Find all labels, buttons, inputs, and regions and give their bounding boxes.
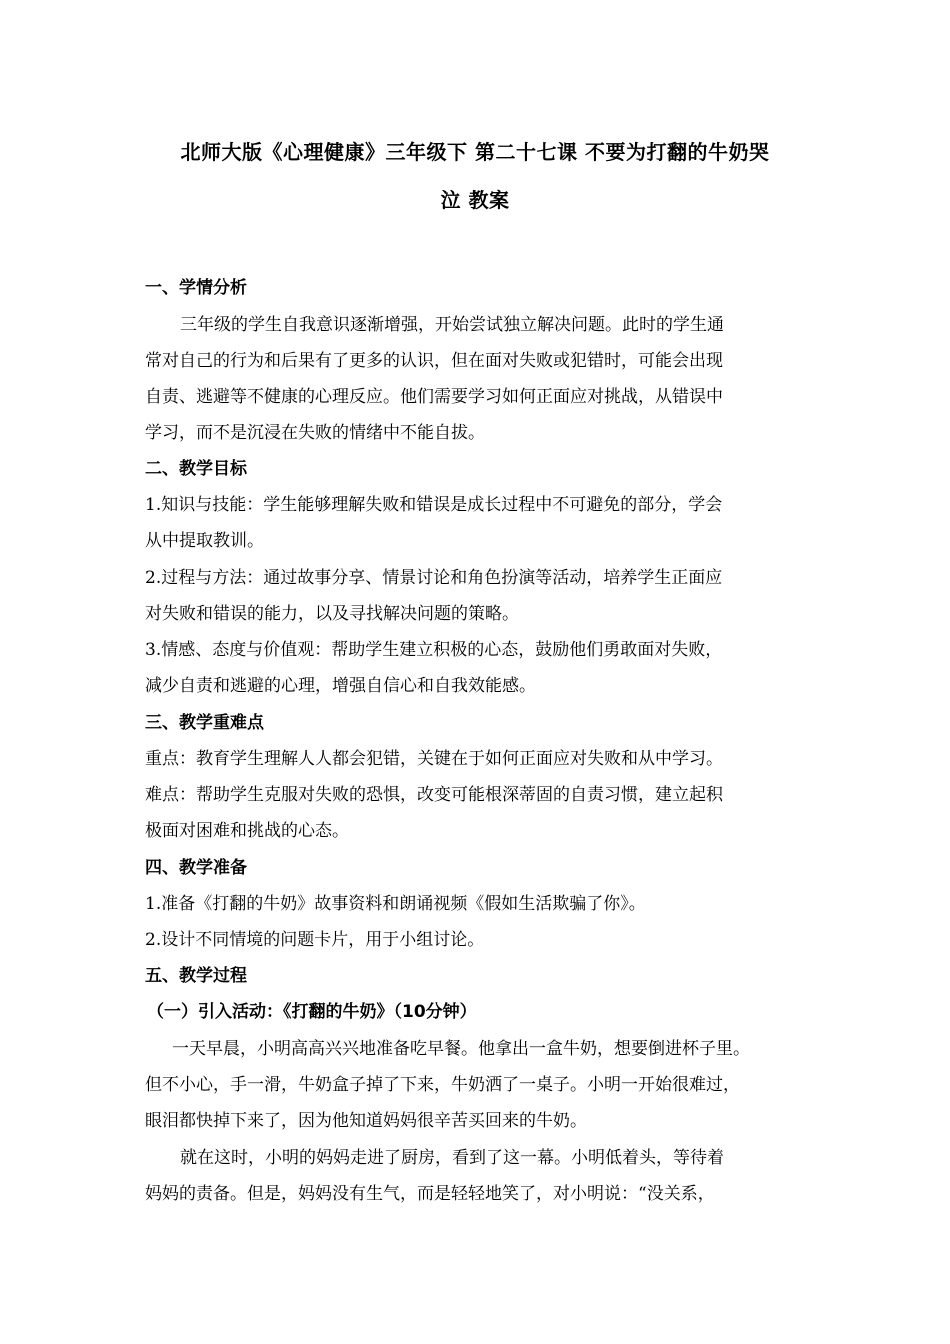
paragraph-line: 2.设计不同情境的问题卡片，用于小组讨论。 bbox=[145, 930, 485, 950]
paragraph-line: 重点：教育学生理解人人都会犯错，关键在于如何正面应对失败和从中学习。 bbox=[145, 749, 723, 769]
paragraph-line: 极面对困难和挑战的心态。 bbox=[145, 821, 349, 841]
section-heading-preparation: 四、教学准备 bbox=[145, 858, 247, 878]
paragraph-line: 一天早晨，小明高高兴兴地准备吃早餐。他拿出一盒牛奶，想要倒进杯子里。 bbox=[172, 1039, 750, 1059]
paragraph-line: 三年级的学生自我意识逐渐增强，开始尝试独立解决问题。此时的学生通 bbox=[180, 315, 724, 335]
paragraph-line: 常对自己的行为和后果有了更多的认识，但在面对失败或犯错时，可能会出现 bbox=[145, 351, 723, 371]
section-heading-key-points: 三、教学重难点 bbox=[145, 713, 264, 733]
section-heading-process: 五、教学过程 bbox=[145, 966, 247, 986]
paragraph-line: 自责、逃避等不健康的心理反应。他们需要学习如何正面应对挑战，从错误中 bbox=[145, 387, 723, 407]
paragraph-line: 1.准备《打翻的牛奶》故事资料和朗诵视频《假如生活欺骗了你》。 bbox=[145, 894, 646, 914]
paragraph-line: 就在这时，小明的妈妈走进了厨房，看到了这一幕。小明低着头，等待着 bbox=[180, 1148, 724, 1168]
paragraph-line: 从中提取教训。 bbox=[145, 531, 264, 551]
document-title-line-2: 泣 教案 bbox=[440, 188, 510, 212]
paragraph-line: 但不小心，手一滑，牛奶盒子掉了下来，牛奶洒了一桌子。小明一开始很难过， bbox=[145, 1075, 740, 1095]
paragraph-line: 1.知识与技能：学生能够理解失败和错误是成长过程中不可避免的部分，学会 bbox=[145, 495, 723, 515]
paragraph-line: 减少自责和逃避的心理，增强自信心和自我效能感。 bbox=[145, 676, 536, 696]
paragraph-line: 3.情感、态度与价值观：帮助学生建立积极的心态，鼓励他们勇敢面对失败， bbox=[145, 640, 723, 660]
paragraph-line: 难点：帮助学生克服对失败的恐惧，改变可能根深蒂固的自责习惯，建立起积 bbox=[145, 785, 723, 805]
section-heading-analysis: 一、学情分析 bbox=[145, 278, 247, 298]
paragraph-line: 2.过程与方法：通过故事分享、情景讨论和角色扮演等活动，培养学生正面应 bbox=[145, 568, 723, 588]
section-heading-objectives: 二、教学目标 bbox=[145, 459, 247, 479]
paragraph-line: 眼泪都快掉下来了，因为他知道妈妈很辛苦买回来的牛奶。 bbox=[145, 1111, 587, 1131]
document-title-line-1: 北师大版《心理健康》三年级下 第二十七课 不要为打翻的牛奶哭 bbox=[180, 140, 770, 164]
paragraph-line: 妈妈的责备。但是，妈妈没有生气，而是轻轻地笑了，对小明说：“没关系， bbox=[145, 1184, 715, 1204]
paragraph-line: 对失败和错误的能力，以及寻找解决问题的策略。 bbox=[145, 604, 519, 624]
subsection-heading-intro-activity: （一）引入活动：《打翻的牛奶》（10分钟） bbox=[147, 1002, 477, 1022]
paragraph-line: 学习，而不是沉浸在失败的情绪中不能自拔。 bbox=[145, 423, 485, 443]
